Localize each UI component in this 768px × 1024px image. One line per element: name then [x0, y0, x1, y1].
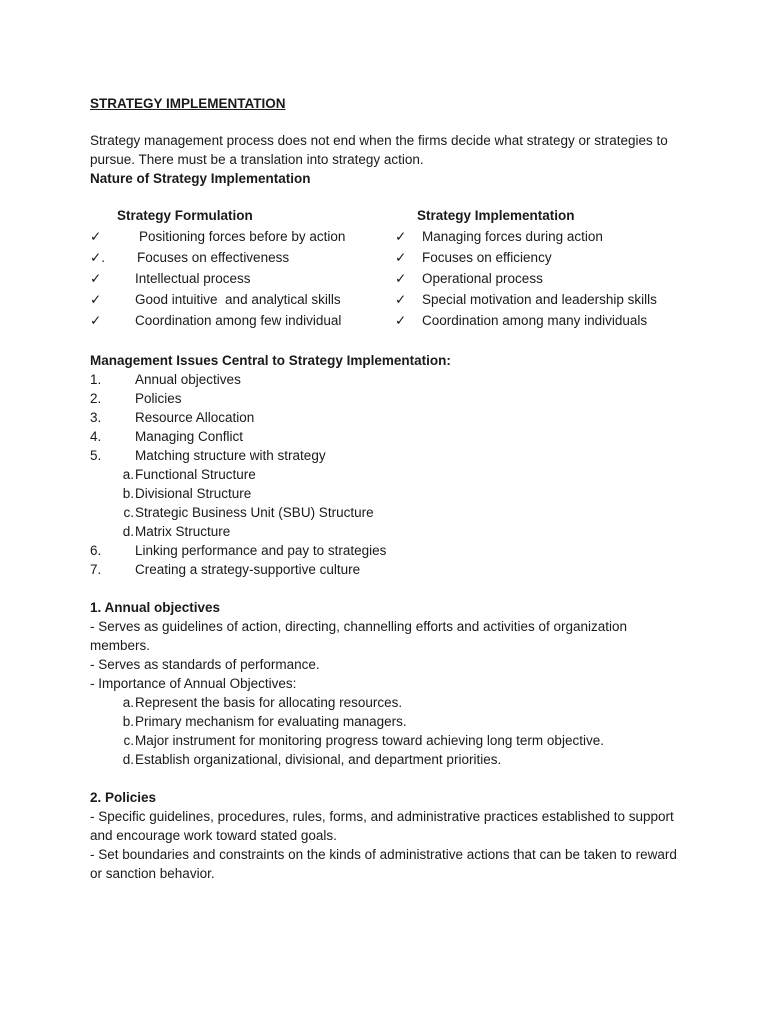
comparison-row [90, 248, 680, 269]
sub-list-text: Major instrument for monitoring progress toward achieving long term objective. [135, 733, 604, 748]
check-icon: ✓ [395, 250, 407, 265]
list-number: 3. [90, 410, 102, 425]
list-number: 5. [90, 448, 102, 463]
annual-objectives-line: - Serves as standards of performance. [90, 657, 320, 672]
list-text: Resource Allocation [135, 410, 255, 425]
check-icon: ✓ [90, 271, 102, 286]
formulation-item: Positioning forces before by action [139, 229, 346, 244]
sub-list-text: Strategic Business Unit (SBU) Structure [135, 505, 374, 520]
list-number: 4. [90, 429, 102, 444]
sub-list-text: Divisional Structure [135, 486, 252, 501]
implementation-item: Special motivation and leadership skills [422, 292, 657, 307]
sub-list-letter: d. [122, 752, 134, 767]
comparison-row [90, 290, 680, 311]
sub-list-item [90, 731, 680, 750]
sub-list-text: Matrix Structure [135, 524, 231, 539]
list-text: Creating a strategy-supportive culture [135, 562, 361, 577]
policies-section [90, 788, 680, 883]
list-text: Policies [135, 391, 182, 406]
sub-list-letter: a. [122, 467, 134, 482]
check-icon: ✓ [395, 313, 407, 328]
issues-heading: Management Issues Central to Strategy Implementation: [90, 353, 451, 368]
comparison-header [90, 206, 680, 227]
list-text: Matching structure with strategy [135, 448, 326, 463]
sub-list-letter: d. [122, 524, 134, 539]
implementation-item: Operational process [422, 271, 543, 286]
policies-line: - Set boundaries and constraints on the kinds of administrative actions that can be taken to reward or sanction behavior. [90, 847, 677, 881]
formulation-item: Focuses on effectiveness [137, 250, 290, 265]
list-item [90, 541, 680, 560]
list-number: 2. [90, 391, 102, 406]
check-icon: ✓. [90, 250, 106, 265]
list-number: 7. [90, 562, 102, 577]
check-icon: ✓ [90, 229, 102, 244]
formulation-header: Strategy Formulation [117, 208, 253, 223]
nature-heading: Nature of Strategy Implementation [90, 171, 311, 186]
sub-list-letter: c. [123, 733, 134, 748]
intro-paragraph: Strategy management process does not end when the firms decide what strategy or strategies to pursue. There must be a translation into strategy action. [90, 133, 668, 167]
sub-list-item [90, 712, 680, 731]
list-item [90, 389, 680, 408]
check-icon: ✓ [395, 271, 407, 286]
sub-list-text: Functional Structure [135, 467, 256, 482]
sub-list-item [90, 693, 680, 712]
check-icon: ✓ [395, 292, 407, 307]
formulation-item: Good intuitive and analytical skills [135, 292, 341, 307]
sub-list-item [90, 750, 680, 769]
issues-section [90, 351, 680, 579]
sub-list-text: Establish organizational, divisional, and department priorities. [135, 752, 502, 767]
document-content [90, 94, 680, 883]
list-text: Linking performance and pay to strategies [135, 543, 387, 558]
list-text: Annual objectives [135, 372, 241, 387]
check-icon: ✓ [90, 292, 102, 307]
sub-list-letter: b. [122, 486, 134, 501]
sub-list-letter: b. [122, 714, 134, 729]
comparison-table [90, 206, 680, 332]
list-text: Managing Conflict [135, 429, 244, 444]
list-number: 6. [90, 543, 102, 558]
sub-list-item [90, 484, 680, 503]
policies-line: - Specific guidelines, procedures, rules, forms, and administrative practices established to support and encourage work toward stated goals. [90, 809, 674, 843]
comparison-row [90, 269, 680, 290]
sub-list-item [90, 503, 680, 522]
list-item [90, 560, 680, 579]
list-item [90, 427, 680, 446]
sub-list-item [90, 522, 680, 541]
list-item [90, 408, 680, 427]
annual-objectives-line: - Importance of Annual Objectives: [90, 676, 297, 691]
document-title: STRATEGY IMPLEMENTATION [90, 96, 286, 111]
sub-list-text: Represent the basis for allocating resources. [135, 695, 403, 710]
policies-heading: 2. Policies [90, 790, 157, 805]
sub-list-letter: a. [122, 695, 134, 710]
implementation-item: Focuses on efficiency [422, 250, 552, 265]
list-item [90, 370, 680, 389]
list-number: 1. [90, 372, 102, 387]
check-icon: ✓ [90, 313, 102, 328]
list-item [90, 446, 680, 465]
implementation-header: Strategy Implementation [417, 208, 575, 223]
annual-objectives-heading: 1. Annual objectives [90, 600, 221, 615]
annual-objectives-line: - Serves as guidelines of action, directing, channelling efforts and activities of organization members. [90, 619, 628, 653]
implementation-item: Coordination among many individuals [422, 313, 648, 328]
comparison-row [90, 311, 680, 332]
implementation-item: Managing forces during action [422, 229, 603, 244]
annual-objectives-section [90, 598, 680, 769]
comparison-row [90, 227, 680, 248]
sub-list-item [90, 465, 680, 484]
formulation-item: Coordination among few individual [135, 313, 342, 328]
sub-list-text: Primary mechanism for evaluating managers. [135, 714, 407, 729]
sub-list-letter: c. [123, 505, 134, 520]
check-icon: ✓ [395, 229, 407, 244]
formulation-item: Intellectual process [135, 271, 251, 286]
